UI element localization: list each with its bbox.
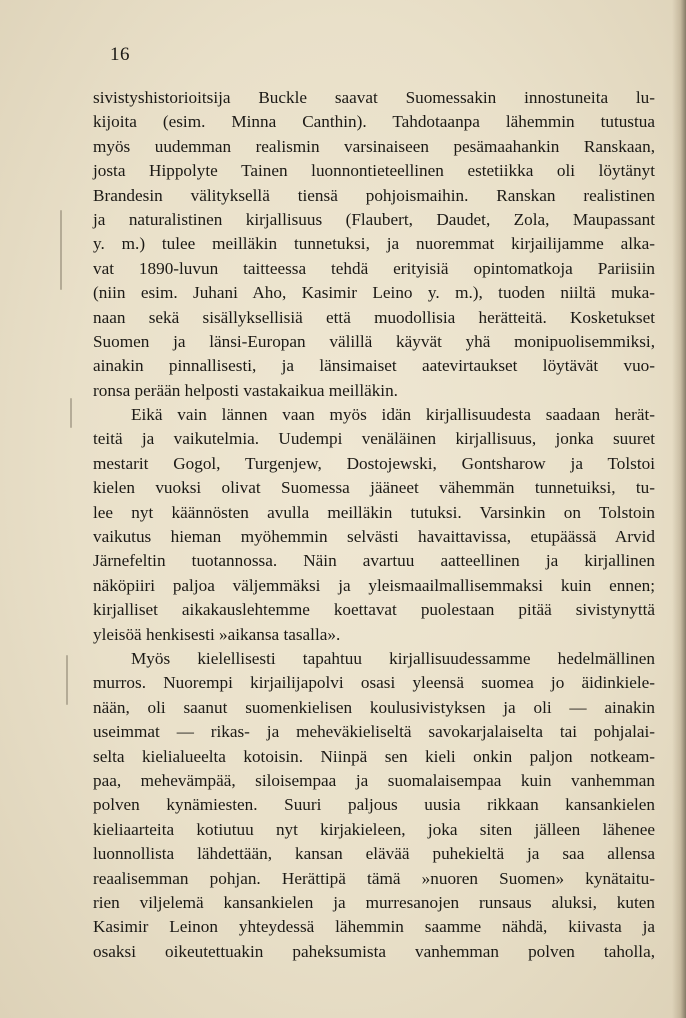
text-line: Eikä vain lännen vaan myös idän kirjallisuudesta saadaan herät- [131,405,655,425]
text-line: selta kielialueelta kotoisin. Niinpä sen kieli onkin paljon notkeam- [93,746,655,766]
text-line: kieliaarteita kotiutuu nyt kirjakieleen, joka siten jälleen lähenee [93,819,655,839]
text-line: yleisöä henkisesti »aikansa tasalla». [93,624,341,644]
text-line: mestarit Gogol, Turgenjew, Dostojewski, Gontsharow ja Tolstoi [93,453,655,473]
text-line: lee nyt käännösten avulla meilläkin tutuksi. Varsinkin on Tolstoin [93,502,655,522]
text-line: Suomen ja länsi-Europan välillä käyvät yhä monipuolisemmiksi, [93,331,655,351]
text-line: osaksi oikeutettuakin paheksumista vanhemman polven taholla, [93,941,655,961]
page-edge-shadow [672,0,686,1018]
text-line: vaikutus hieman myöhemmin selvästi havaittavissa, etupäässä Arvid [93,527,655,547]
text-line: ronsa perään helposti vastakaikua meilläkin. [93,380,398,400]
text-line: (niin esim. Juhani Aho, Kasimir Leino y. m.), tuoden niiltä muka- [93,283,655,303]
text-line: Brandesin välityksellä tiensä pohjoismaihin. Ranskan realistinen [93,185,655,205]
text-line: näköpiiri paljoa väljemmäksi ja yleismaailmallisemmaksi kuin ennen; [93,575,655,595]
text-line: kirjalliset aikakauslehtemme koettavat puolestaan pitää sivistynyttä [93,600,655,620]
text-line: kielen vuoksi olivat Suomessa jääneet vähemmän tunnetuiksi, tu- [93,478,655,498]
text-line: josta Hippolyte Tainen luonnontieteellinen estetiikka oli löytänyt [93,161,655,181]
text-line: vat 1890-luvun taitteessa tehdä erityisiä opintomatkoja Pariisiin [93,258,655,278]
page-number: 16 [110,44,130,65]
text-line: nään, oli saanut suomenkielisen koulusivistyksen ja oli — ainakin [93,697,655,717]
text-line: ainakin pinnallisesti, ja länsimaiset aatevirtaukset löytävät vuo- [93,356,655,376]
text-line: reaalisemman pohjan. Herättipä tämä »nuoren Suomen» kynätaitu- [93,868,655,888]
text-line: teitä ja vaikutelmia. Uudempi venäläinen kirjallisuus, jonka suuret [93,429,655,449]
text-line: y. m.) tulee meilläkin tunnetuksi, ja nuoremmat kirjailijamme alka- [93,234,655,254]
text-line: ja naturalistinen kirjallisuus (Flaubert, Daudet, Zola, Maupassant [93,209,655,229]
text-line: paa, mehevämpää, siloisempaa ja suomalaisempaa kuin vanhemman [93,770,655,790]
text-line: myös uudemman realismin varsinaiseen pesämaahankin Ranskaan, [93,136,655,156]
margin-pencil-mark [70,398,72,428]
text-line: luonnollista lähdettään, kansan elävää puhekieltä ja saa allensa [93,844,655,864]
text-line: sivistyshistorioitsija Buckle saavat Suomessakin innostuneita lu- [93,88,655,107]
text-line: Järnefeltin tuotannossa. Näin avartuu aatteellinen ja kirjallinen [93,551,655,571]
text-line: polven kynämiesten. Suuri paljous uusia rikkaan kansankielen [93,795,655,815]
text-line: murros. Nuorempi kirjailijapolvi osasi yleensä suomea jo äidinkiele- [93,673,655,693]
margin-pencil-mark [60,210,62,290]
text-line: naan sekä sisällyksellisiä että muodollisia herätteitä. Kosketukset [93,307,655,327]
body-text [93,86,655,964]
text-line: Kasimir Leinon yhteydessä lähemmin saamme nähdä, kiivasta ja [93,917,655,937]
margin-pencil-mark [66,655,68,705]
text-line: useimmat — rikas- ja meheväkieliseltä savokarjalaiselta tai pohjalai- [93,722,655,742]
text-line: kijoita (esim. Minna Canthin). Tahdotaanpa lähemmin tutustua [93,112,655,132]
text-line: rien viljelemä kansankielen ja murresanojen runsaus aluksi, kuten [93,892,655,912]
text-line: Myös kielellisesti tapahtuu kirjallisuudessamme hedelmällinen [131,648,655,668]
